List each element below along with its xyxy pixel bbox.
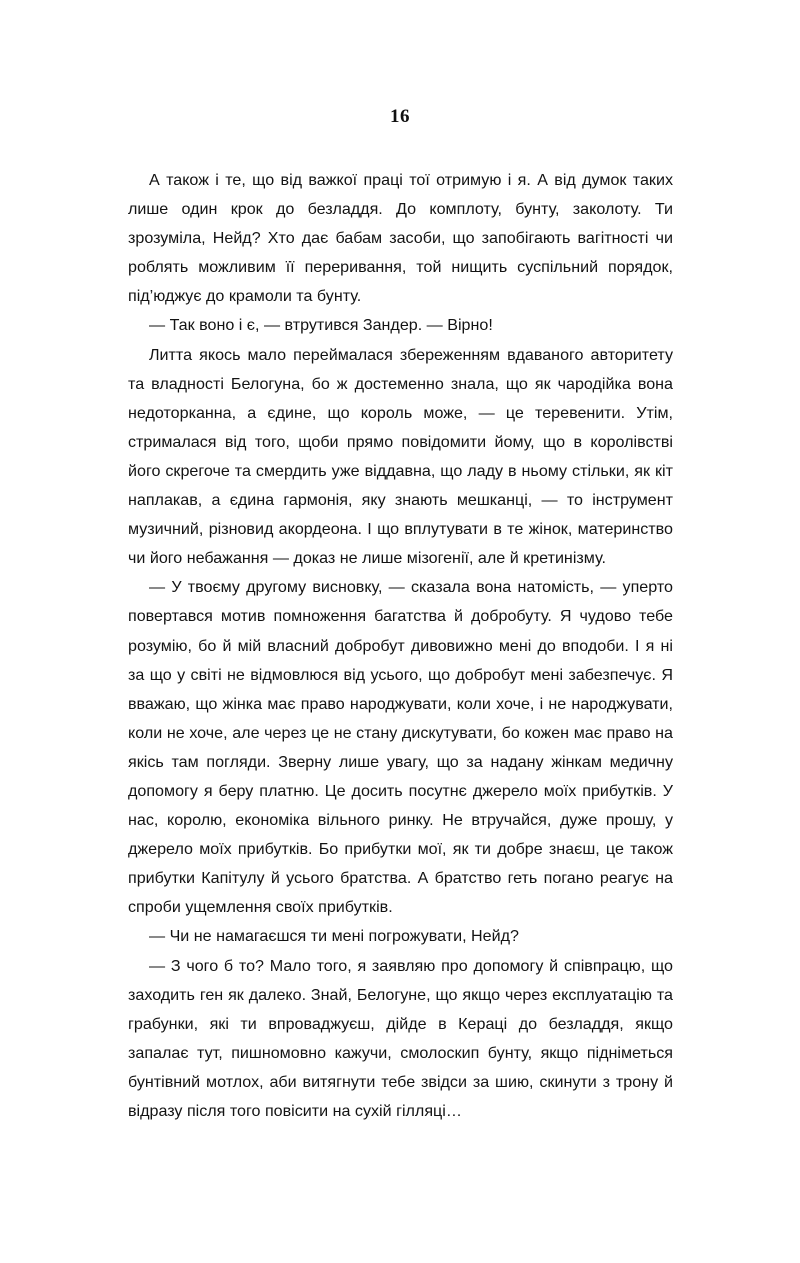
paragraph: А також і те, що від важкої праці тої отримую і я. А від думок таких лише один крок до безладдя. До комплоту, бунту, заколоту. Ти зрозуміла, Нейд? Хто дає бабам засоби, що запобігають вагітності чи роблять можливим її переривання, той нищить суспільний порядок, під’юджує до крамоли та бунту. xyxy=(128,171,673,306)
page-number: 16 xyxy=(390,106,410,127)
paragraph: Литта якось мало переймалася збереженням вдаваного авторитету та владності Белогуна, бо ж достеменно знала, що як чародійка вона недоторканна, а єдине, що король може, — це теревенити. Утім, стрималася від того, щоби прямо повідомити йому, що в королівстві його скрегоче та смердить уже віддавна, що ладу в ньому стільки, як кіт наплакав, а єдина гармонія, яку знають мешканці, — то інструмент музичний, різновид акордеона. І що вплутувати в те жінок, материнство чи його небажання — доказ не лише мізогенії, але й кретинізму. xyxy=(128,345,673,568)
paragraph-dialogue: — З чого б то? Мало того, я заявляю про допомогу й співпрацю, що заходить ген як далеко. Знай, Белогуне, що якщо через експлуатацію та грабунки, які ти впроваджуєш, дійде в Кераці до безладдя, якщо запалає тут, пишномовно кажучи, смолоскип бунту, якщо підніметься бунтівний мотлох, аби витягнути тебе звідси за шию, скинути з трону й відразу після того повісити на сухій гілляці… xyxy=(128,956,673,1120)
paragraph-dialogue: — Так воно і є, — втрутився Зандер. — Вірно! xyxy=(149,316,493,335)
paragraph-dialogue: — Чи не намагаєшся ти мені погрожувати, Нейд? xyxy=(149,927,519,946)
page-text-block xyxy=(128,166,673,1126)
paragraph-dialogue: — У твоєму другому висновку, — сказала вона натомість, — уперто повертався мотив помноження багатства й добробуту. Я чудово тебе розумію, бо й мій власний добробут дивовижно мені до вподоби. І я ні за що у світі не відмовлюся від усього, що добробут мені забезпечує. Я вважаю, що жінка має право народжувати, коли хоче, і не народжувати, коли не хоче, але через це не стану дискутувати, бо кожен має право на якісь там погляди. Зверну лише увагу, що за надану жінкам медичну допомогу я беру платню. Це досить посутнє джерело моїх прибутків. У нас, королю, економіка вільного ринку. Не втручайся, дуже прошу, у джерело моїх прибутків. Бо прибутки мої, як ти добре знаєш, це також прибутки Капітулу й усього братства. А братство геть погано реагує на спроби ущемлення своїх прибутків. xyxy=(128,578,673,917)
